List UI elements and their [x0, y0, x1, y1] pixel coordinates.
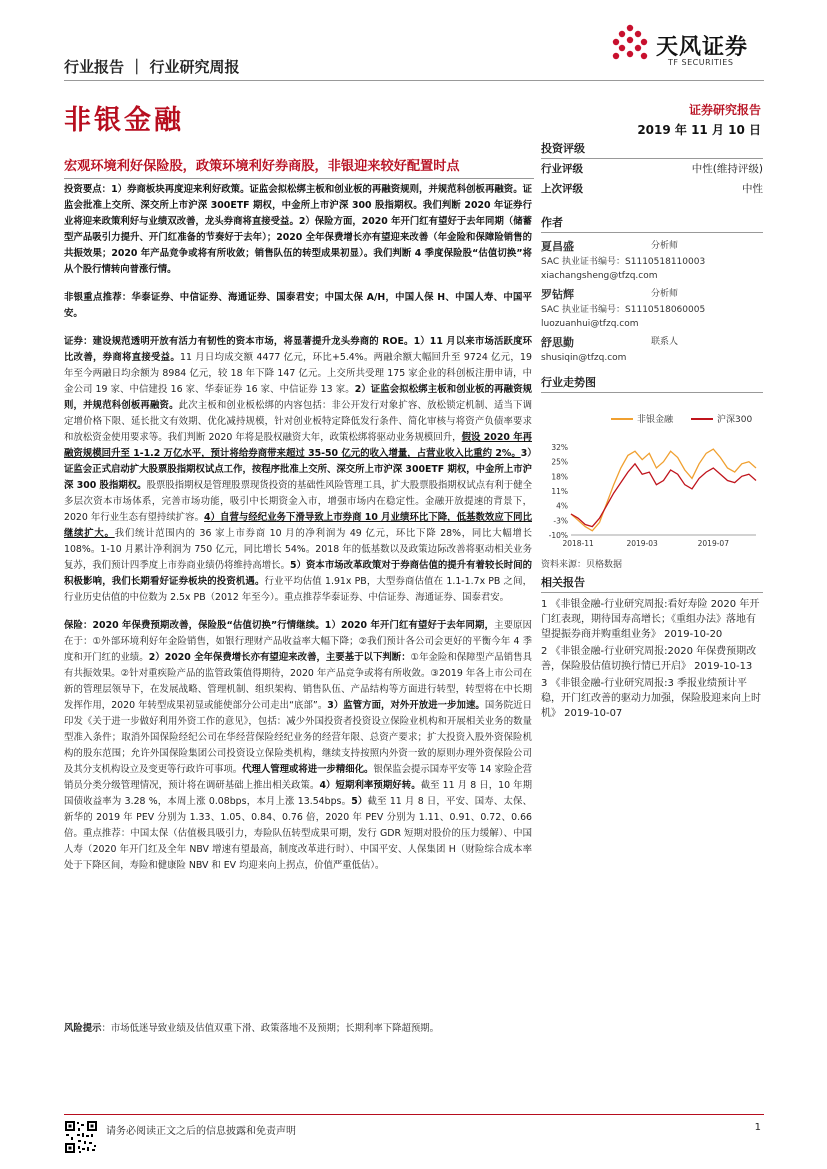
body-text-run: 代理人管理或将进一步精细化。 [242, 764, 374, 775]
author-entry [541, 335, 763, 365]
body-text-run: 11 月日均成交额 4477 亿元，环比+5.4%。两融余额大幅回升至 9724 亿元，19 年至今两融日均余额为 8984 亿元，较 18 年下降 147 亿元。上交所共受理 175 家企业的科创板注册申请，中金公司 19 家、中信建投 16 家、华泰证券 16 家、中信证券 13 家。 [64, 352, 532, 395]
report-date: 2019 年 11 月 10 日 [637, 123, 761, 137]
footer-divider [64, 1114, 764, 1115]
author-name: 舒思勤 [541, 336, 574, 349]
body-paragraph [64, 290, 532, 322]
series-line [571, 464, 756, 527]
trend-chart [541, 393, 763, 553]
y-tick-label: 32% [551, 443, 568, 452]
headline: 宏观环境利好保险股，政策环境利好券商股，非银迎来较好配置时点 [64, 159, 460, 174]
related-section-title: 相关报告 [541, 574, 763, 593]
qr-code-icon [64, 1120, 98, 1154]
body-text-run: 国务院近日印发《关于进一步做好利用外资工作的意见》，包括：减少外国投资者投资设立保险业机构和开展相关业务的数量型准入条件；取消外国保险经纪公司在华经营保险经纪业务的经营年限、总资产要求；扩大投资入股外资保险机构的股东范围；允许外国保险集团公司投资设立保险类机构，继续支持按照内外资一致的原则办理外资保险公司及其分支机构设立及变更等行政许可事项。 [64, 700, 532, 775]
body-text-run: 截至 11 月 8 日，平安、国寿、太保、新华的 2019 年 PEV 分别为 1.33、1.05、0.84、0.76 倍，2020 年 PEV 分别为 1.11、0.91、0.72、0.66 倍。重点推荐：中国太保（估值极具吸引力，寿险队伍转型成果可期，发行 GDR 短期对股价的压力缓解）、中国人寿（2020 年开门红及全年 NBV 增速有望最高，制度改革进行时）、中国平安、人保集团 H（财险综合成本率处于下降区间，寿险和健康险 NBV 和 EV 均迎来向上拐点，价值严重低估）。 [64, 796, 532, 871]
body-text-run: 2）证监会拟松绑主板和创业板的再融资规则，并规范科创板再融资。 [64, 384, 532, 411]
author-license: S1110518110003 [625, 257, 706, 267]
body-text-run: 截至 11 月 8 日，10 年期国债收益率为 3.28 %，本周上涨 0.08bps，本月上涨 13.54bps。 [64, 780, 532, 807]
y-tick-label: -3% [553, 516, 568, 526]
author-email[interactable]: luozuanhui@tfzq.com [541, 319, 639, 329]
report-category: 行业报告 ｜ 行业研究周报 [64, 58, 240, 76]
related-reports-block [541, 574, 763, 723]
author-role: 分析师 [651, 289, 679, 299]
body-text-run: 4）短期利率预期好转。 [319, 780, 421, 791]
body-text-run: 保险：2020 年保费预期改善，保险股“估值切换”行情继续。1）2020 年开门红有望好于去年同期， [64, 620, 495, 631]
sector-title: 非银金融 [64, 105, 184, 136]
x-tick-label: 2019-07 [697, 539, 729, 548]
body-paragraph [64, 334, 532, 606]
prev-rating-row: 上次评级 中性 [541, 183, 763, 195]
body-text-run: 2）2020 全年保费增长亦有望迎来改善，主要基于以下判断： [148, 652, 411, 663]
body-text-run: 主要原因在于：①外部环境利好年金险销售，如银行理财产品收益率大幅下降；②我们预计各公司会更好的平衡今年 4 季度和开门红的业绩。 [64, 620, 532, 663]
x-tick-label: 2018-11 [562, 539, 594, 548]
author-email[interactable]: shusiqin@tfzq.com [541, 353, 627, 363]
header-divider [64, 80, 764, 81]
body-text-run: 3）证监会正式启动扩大股票股指期权试点工作，按程序批准上交所、深交所上市沪深 300ETF 期权，中金所上市沪深 300 股指期权。 [64, 448, 532, 491]
body-text-run: 投资要点：1）券商板块再度迎来利好政策。证监会拟松绑主板和创业板的再融资规则，并规范科创板再融资。证监会批准上交所、深交所上市沪深 300ETF 期权，中金所上市沪深 300 股指期权。我们判断 2020 年证券行业将迎来政策利好与业绩双改善，龙头券商将直接受益。2）保险方面，2020 年开门红有望好于去年同期（储蓄型产品吸引力提升、开门红准备的节奏好于去年）；2020 全年保费增长亦有望迎来改善（年金险和保障险销售的共振效果；2020 年产品竞争或将有所收敛；销售队伍的转型成果初显）。我们判断 4 季度保险股“估值切换”将从个股行情转向普涨行情。 [64, 184, 532, 275]
body-text-run: 3）监管方面，对外开放进一步加速。 [327, 700, 485, 711]
chart-title: 行业走势图 [541, 374, 763, 393]
y-tick-label: 4% [556, 501, 568, 511]
author-name: 罗钻辉 [541, 288, 574, 301]
y-tick-label: 18% [551, 472, 568, 482]
body-text-run: 此次主板和创业板松绑的内容包括：非公开发行对象扩容、放松锁定机制、适当下调定增价格下限、延长批文有效期、优化减持规模，针对创业板特定降低发行条件、简化审核与将资产负债率要求和放松资金使用要求等。我们判断 2020 年将是股权融资大年，政策松绑将驱动业务规模回升， [64, 400, 532, 443]
body-text-run: 股票股指期权是管理股票现货投资的基础性风险管理工具，扩大股票股指期权试点有利于健全多层次资本市场体系，完善市场功能，吸引中长期资金入市，增强市场内在稳定性。金融开放提速的背景下，2020 年行业生态有望持续扩容。 [64, 480, 532, 523]
x-tick-label: 2019-03 [626, 539, 658, 548]
body-text-run: ①年金险和保障型产品销售具有共振效果。②针对重疾险产品的监管政策值得期待，2020 年产品竞争或将有所收敛。③2019 年各上市公司在新的管理层领导下，在发展战略、管理机制、组织架构、销售队伍、产品结构等方面进行转型，转型将在中长期发挥作用，2020 年转型成果初显或能使部分公司走出“底部”。 [64, 652, 532, 711]
author-name: 夏昌盛 [541, 240, 574, 253]
body-text-run: 我们统计范围内的 36 家上市券商 10 月的净利润为 49 亿元，环比下降 28%，同比大幅增长 108%。1-10 月累计净利润为 750 亿元，同比增长 54%。2018 年的低基数以及政策边际改善将驱动相关业务复苏，我们预计四季度上市券商业绩仍将维持高增长。 [64, 528, 532, 571]
y-tick-label: 11% [551, 487, 568, 496]
y-tick-label: -10% [548, 531, 568, 540]
author-role: 分析师 [651, 241, 679, 251]
body-paragraph [64, 182, 532, 278]
author-email[interactable]: xiachangsheng@tfzq.com [541, 271, 658, 281]
chart-source: 资料来源：贝格数据 [541, 560, 623, 570]
author-entry: 夏昌盛 分析师 SAC 执业证书编号： S1110518110003 xiachangsheng@tfzq.com [541, 239, 763, 283]
risk-note [64, 1022, 564, 1036]
body-text-run: 非银重点推荐：华泰证券、中信证券、海通证券、国泰君安；中国太保 A/H，中国人保 H、中国人寿、中国平安。 [64, 292, 532, 319]
brand-name-cn: 天风证券 [656, 35, 749, 60]
headline-divider [64, 178, 534, 179]
author-license: S1110518060005 [625, 305, 706, 315]
brand-name-en: TF SECURITIES [668, 58, 734, 67]
legend-label: 非银金融 [637, 415, 674, 425]
body-text-run: 5） [351, 796, 368, 807]
main-body [64, 182, 532, 886]
y-tick-label: 25% [551, 457, 568, 467]
trend-chart-block [541, 374, 763, 570]
body-text-run: 行业平均估值 1.91x PB，大型券商估值在 1.1-1.7x PB 之间，行业历史估值的中位数为 2.5x PB（2012 年至今）。重点推荐华泰证券、中信证券、海通证券、国泰君安。 [64, 576, 532, 603]
risk-label: 风险提示 [64, 1023, 102, 1034]
author-entry: 罗钻辉 分析师 SAC 执业证书编号： S1110518060005 luozuanhui@tfzq.com [541, 287, 763, 331]
body-text-run: 4）自营与经纪业务下滑导致上市券商 10 月业绩环比下降，低基数效应下同比继续扩大。 [64, 512, 532, 539]
body-text-run: 假设 2020 年再融资规模回升至 1-1.2 万亿水平，预计将给券商带来超过 35-50 亿元的收入增量，占营业收入比重约 2%。 [64, 432, 532, 459]
related-report-item[interactable]: 2 《非银金融-行业研究周报:2020 年保费预期改善，保险股估值切换行情已开启》 2019-10-13 [541, 646, 757, 672]
report-type: 证券研究报告 [688, 103, 761, 117]
author-role: 联系人 [651, 337, 679, 347]
authors-block [541, 214, 763, 365]
body-text-run: 证券：建设规范透明开放有活力有韧性的资本市场，将显著提升龙头券商的 ROE。1）11 月以来市场活跃度环比改善，券商将直接受益。 [64, 336, 532, 363]
body-text-run: 5）资本市场改革政策对于券商估值的提升有着较长时间的积极影响，我们长期看好证券板块的投资机遇。 [64, 560, 532, 587]
company-logo-icon [608, 24, 652, 64]
body-paragraph [64, 618, 532, 874]
related-report-item[interactable]: 1 《非银金融-行业研究周报:看好寿险 2020 年开门红表现，期待国寿高增长；《重组办法》落地有望提振券商并购重组业务》 2019-10-20 [541, 599, 760, 640]
rating-block [541, 140, 763, 199]
rating-section-title: 投资评级 [541, 140, 763, 159]
page-number: 1 [754, 1122, 761, 1133]
authors-section-title: 作者 [541, 214, 763, 233]
legend-label: 沪深300 [717, 415, 753, 425]
disclaimer-text: 请务必阅读正文之后的信息披露和免责声明 [106, 1126, 296, 1137]
related-report-item[interactable]: 3 《非银金融-行业研究周报:3 季报业绩预计平稳，开门红改善的驱动力加强，保险股迎来向上时机》 2019-10-07 [541, 678, 761, 719]
industry-rating-row: 行业评级 中性(维持评级) [541, 163, 763, 175]
risk-text: ：市场低迷导致业绩及估值双重下滑、政策落地不及预期；长期利率下降超预期。 [101, 1023, 440, 1034]
body-text-run: 银保监会提示国寿平安等 14 家险企营销员分类分级管理情况，预计将在调研基础上推出相关政策。 [64, 764, 532, 791]
